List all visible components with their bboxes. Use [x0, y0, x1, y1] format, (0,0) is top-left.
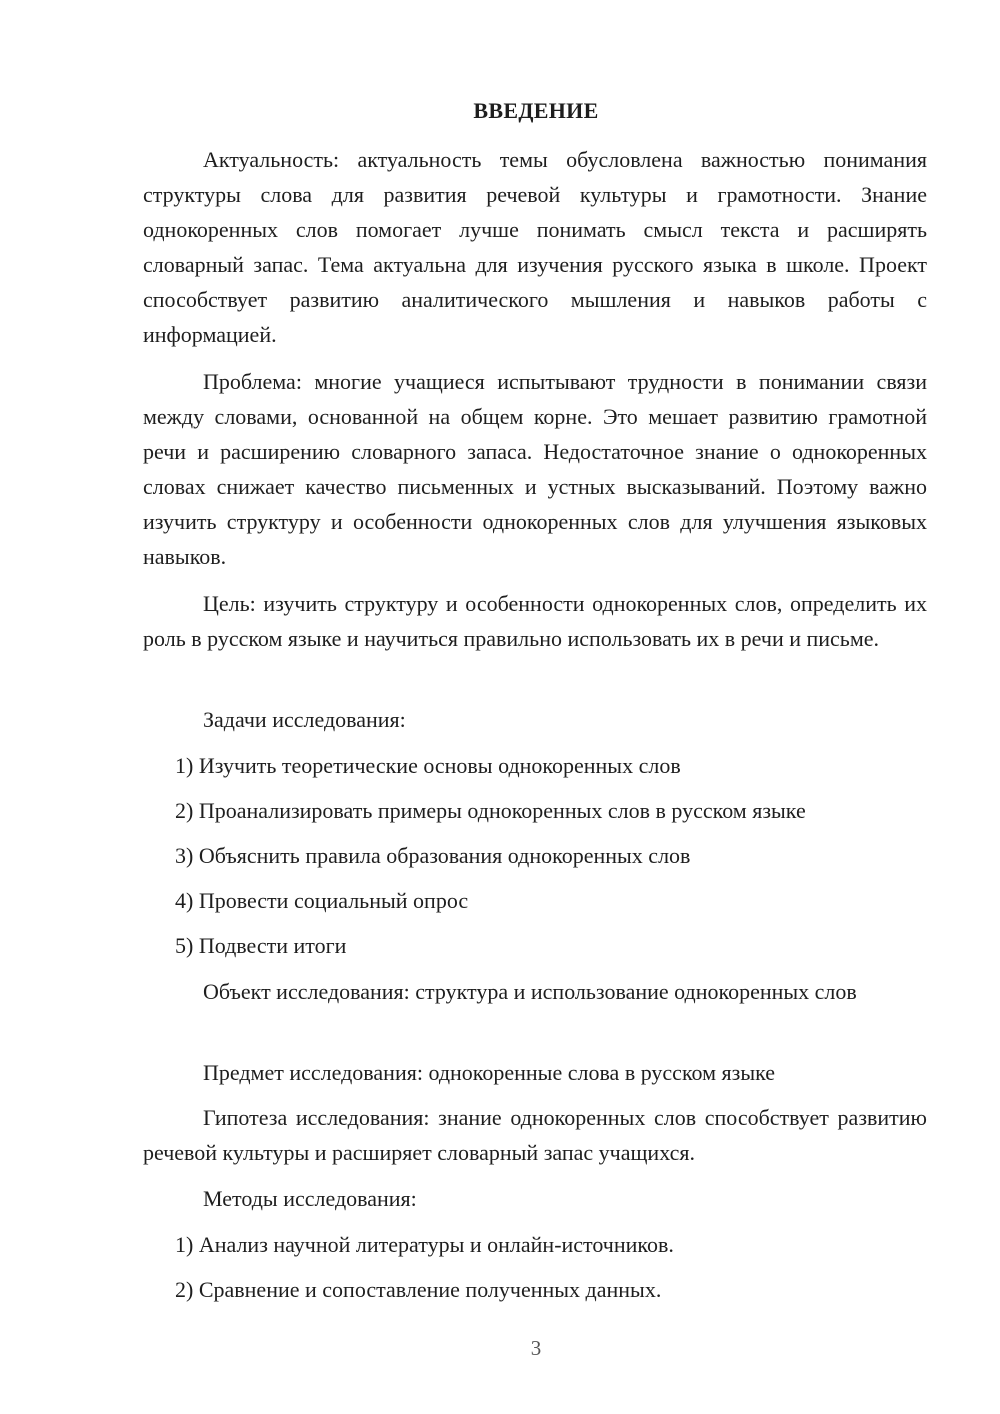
task-item: 5) Подвести итоги: [175, 933, 347, 958]
tasks-heading: Задачи исследования:: [203, 707, 406, 732]
task-item: 1) Изучить теоретические основы однокоренных слов: [175, 753, 681, 778]
relevance-paragraph: Актуальность: актуальность темы обусловлена важностью понимания структуры слова для развития речевой культуры и грамотности. Знание однокоренных слов помогает лучше понимать смысл текста и расширять словарный запас. Тема актуальна для изучения русского языка в школе. Проект способствует развитию аналитического мышления и навыков работы с информацией.: [143, 147, 927, 347]
methods-heading: Методы исследования:: [203, 1186, 417, 1211]
section-heading: ВВЕДЕНИЕ: [473, 98, 599, 123]
object-paragraph: Объект исследования: структура и использование однокоренных слов: [203, 979, 857, 1004]
goal-paragraph: Цель: изучить структуру и особенности однокоренных слов, определить их роль в русском языке и научиться правильно использовать их в речи и письме.: [143, 591, 927, 651]
task-item: 3) Объяснить правила образования однокоренных слов: [175, 843, 691, 868]
task-item: 2) Проанализировать примеры однокоренных слов в русском языке: [175, 798, 806, 823]
method-item: 1) Анализ научной литературы и онлайн-источников.: [175, 1232, 674, 1257]
page-number: 3: [530, 1336, 542, 1360]
subject-paragraph: Предмет исследования: однокоренные слова в русском языке: [203, 1060, 776, 1085]
method-item: 2) Сравнение и сопоставление полученных данных.: [175, 1277, 662, 1302]
problem-paragraph: Проблема: многие учащиеся испытывают трудности в понимании связи между словами, основанной на общем корне. Это мешает развитию грамотной речи и расширению словарного запаса. Недостаточное знание о однокоренных словах снижает качество письменных и устных высказываний. Поэтому важно изучить структуру и особенности однокоренных слов для улучшения языковых навыков.: [143, 369, 927, 569]
task-item: 4) Провести социальный опрос: [175, 888, 469, 913]
hypothesis-paragraph: Гипотеза исследования: знание однокоренных слов способствует развитию речевой культуры и расширяет словарный запас учащихся.: [143, 1105, 927, 1165]
